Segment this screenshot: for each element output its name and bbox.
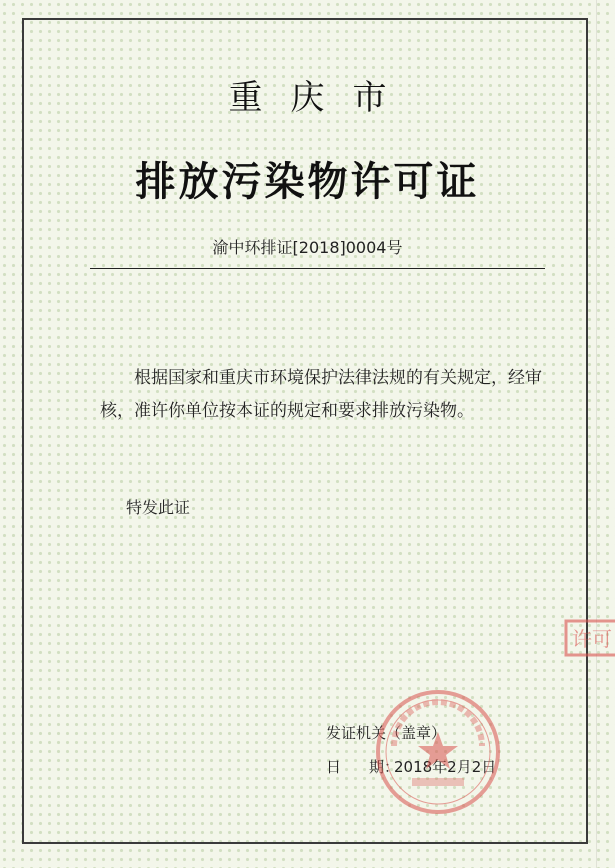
closing-phrase: 特发此证 — [126, 498, 191, 517]
official-seal-icon — [372, 686, 504, 818]
certificate-title: 排放污染物许可证 — [135, 159, 480, 205]
certificate-body-paragraph: 根据国家和重庆市环境保护法律法规的有关规定，经审核，准许你单位按本证的规定和要求排放污染物。 — [100, 368, 542, 421]
issue-date-label: 日 期： — [326, 758, 400, 776]
certificate-number: 渝中环排证[2018]0004号 — [212, 238, 403, 257]
partial-stamp-icon — [564, 618, 615, 658]
issuing-authority-label: 发证机关（盖章） — [326, 724, 447, 742]
svg-text:许可: 许可 — [572, 627, 612, 651]
issue-date-value: 2018年2月2日 — [394, 758, 497, 776]
title-divider — [90, 268, 545, 269]
city-title: 重庆市 — [228, 78, 415, 118]
scan-edge-line — [596, 0, 597, 868]
